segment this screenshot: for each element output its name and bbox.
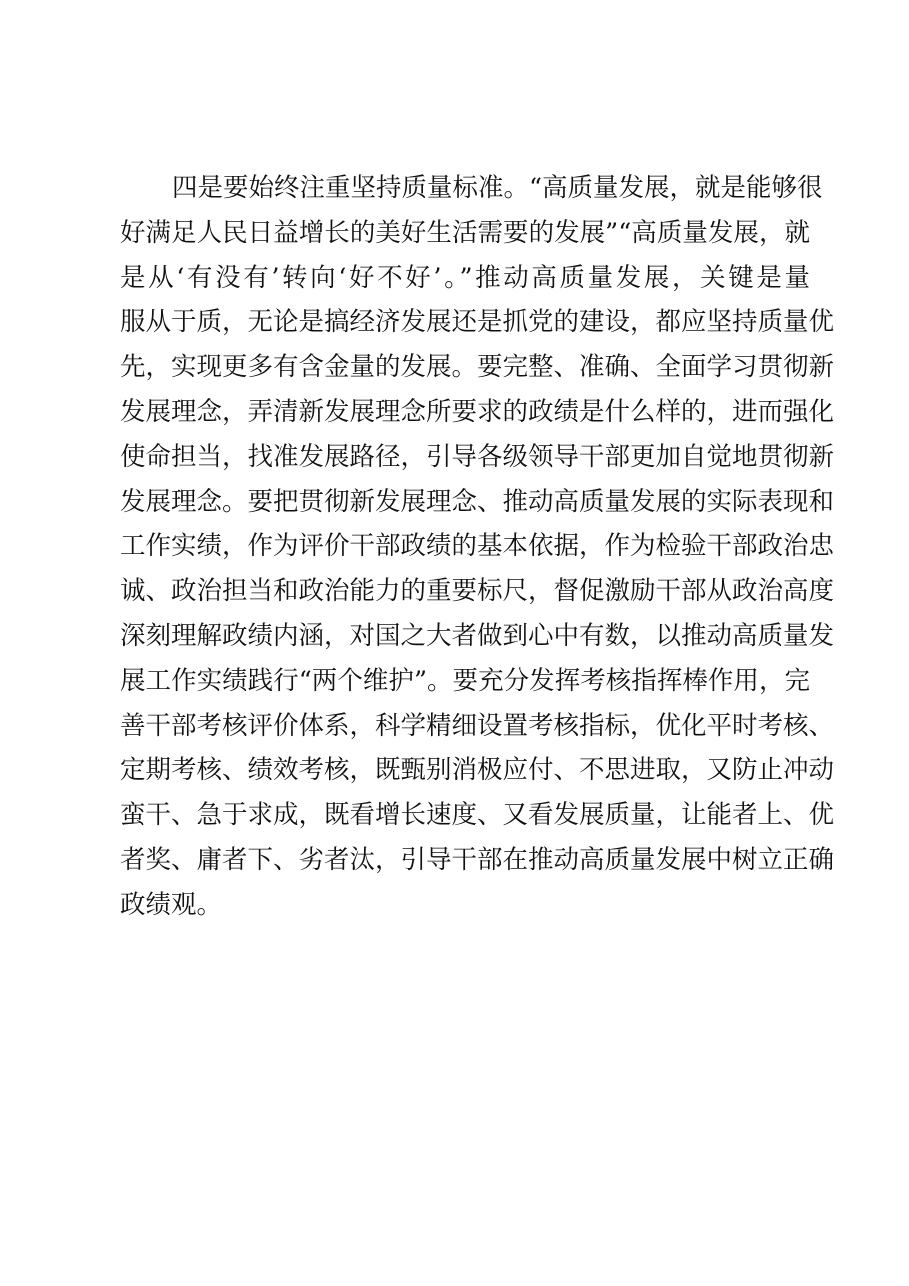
paragraph-line: 善干部考核评价体系，科学精细设置考核指标，优化平时考核、 — [120, 710, 835, 741]
paragraph-line: 发展理念。要把贯彻新发展理念、推动高质量发展的实际表现和 — [120, 486, 835, 517]
paragraph-line: 是从‘有没有’转向‘好不好’。”推动高质量发展，关键是量 — [120, 262, 810, 293]
paragraph-line: 使命担当，找准发展路径，引导各级领导干部更加自觉地贯彻新 — [120, 441, 835, 472]
paragraph-line: 服从于质，无论是搞经济发展还是抓党的建设，都应坚持质量优 — [120, 307, 835, 338]
paragraph-line: 政绩观。 — [120, 889, 223, 920]
paragraph-line: 展工作实绩践行“两个维护”。要充分发挥考核指挥棒作用，完 — [120, 665, 810, 696]
paragraph-line: 者奖、庸者下、劣者汰，引导干部在推动高质量发展中树立正确 — [120, 844, 835, 875]
paragraph-line: 好满足人民日益增长的美好生活需要的发展”“高质量发展，就 — [120, 217, 810, 248]
paragraph-line: 定期考核、绩效考核，既甄别消极应付、不思进取，又防止冲动 — [120, 755, 835, 786]
paragraph-line: 四是要始终注重坚持质量标准。“高质量发展，就是能够很 — [172, 173, 823, 203]
paragraph-line: 先，实现更多有含金量的发展。要完整、准确、全面学习贯彻新 — [120, 352, 835, 383]
paragraph-line: 工作实绩，作为评价干部政绩的基本依据，作为检验干部政治忠 — [120, 531, 835, 562]
paragraph-line: 蛮干、急于求成，既看增长速度、又看发展质量，让能者上、优 — [120, 800, 835, 831]
body-paragraph — [120, 166, 835, 928]
paragraph-line: 发展理念，弄清新发展理念所要求的政绩是什么样的，进而强化 — [120, 396, 835, 427]
paragraph-line: 深刻理解政绩内涵，对国之大者做到心中有数，以推动高质量发 — [120, 620, 835, 651]
paragraph-line: 诚、政治担当和政治能力的重要标尺，督促激励干部从政治高度 — [120, 576, 835, 607]
